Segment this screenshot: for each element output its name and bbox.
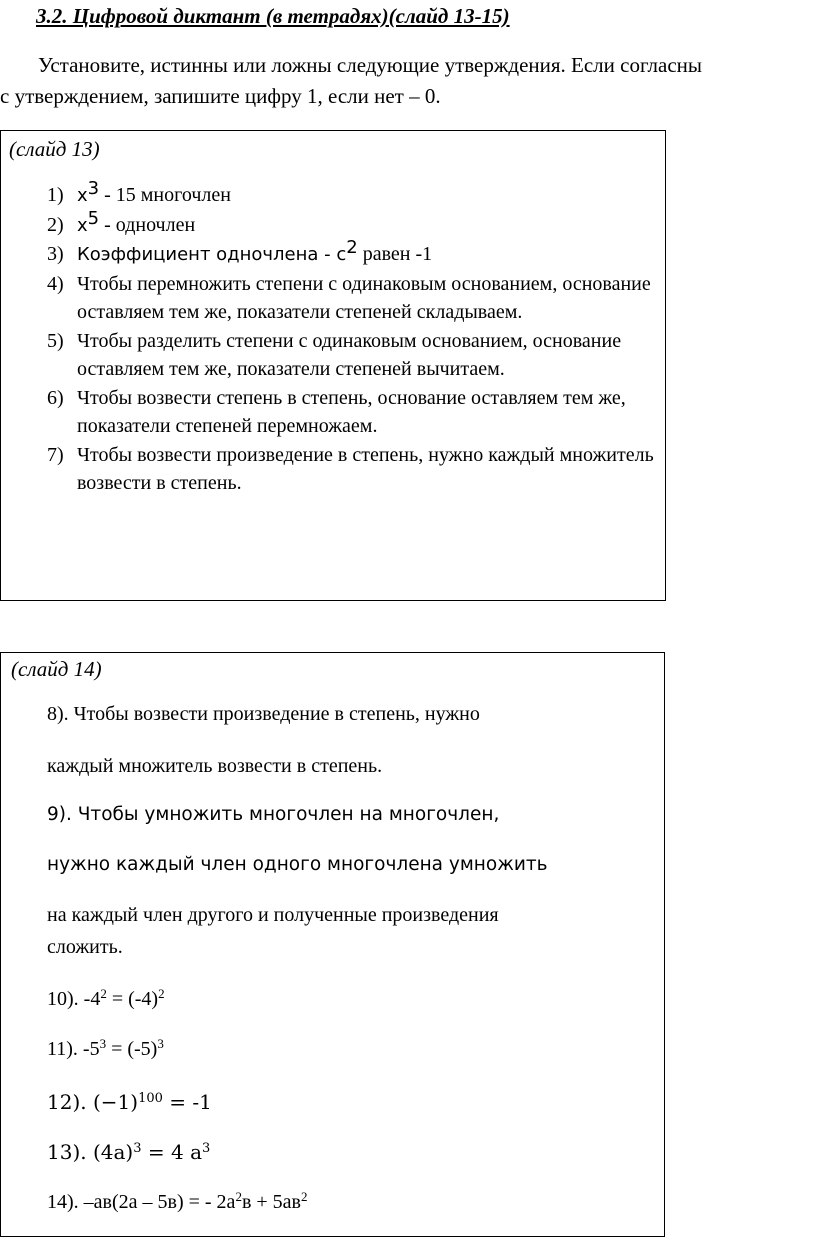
item-13-equation [47, 1140, 210, 1164]
equation-text: 11). -5 [47, 1038, 100, 1060]
item-number: 1) [47, 184, 64, 206]
item-text: Чтобы возвести степень в степень, основание оставляем тем же, показатели степеней перемножаем. [77, 386, 626, 437]
item-8-line-1: 8). Чтобы возвести произведение в степень, нужно [47, 703, 480, 725]
equation-text: = (-5) [106, 1038, 158, 1060]
item-9-line-1: 9). Чтобы умножить многочлен на многочлен, [47, 804, 500, 825]
item-14-equation [47, 1191, 307, 1214]
item-text: Чтобы перемножить степени с одинаковым основанием, основание оставляем тем же, показатели степеней складываем. [77, 272, 651, 323]
slide-13-statement-list [1, 178, 661, 498]
item-exponent: 3 [87, 178, 100, 199]
item-exponent: 2 [346, 237, 358, 258]
slide-13-box [0, 130, 666, 601]
item-9-line-4: сложить. [47, 936, 123, 958]
equation-exponent: 100 [138, 1091, 163, 1106]
item-9-line-2: нужно каждый член одного многочлена умножить [47, 854, 548, 875]
item-number: 4) [47, 272, 64, 295]
item-10-equation [47, 988, 165, 1011]
list-item [1, 237, 661, 270]
list-item [1, 207, 661, 241]
slide-14-label: (слайд 14) [11, 657, 102, 681]
list-item [1, 441, 661, 498]
item-number: 5) [47, 329, 64, 352]
instructions-line-2: с утверждением, запишите цифру 1, если нет – 0. [0, 84, 441, 108]
item-text: - одночлен [99, 213, 196, 236]
item-9-line-3: на каждый член другого и полученные произведения [47, 904, 499, 926]
equation-exponent: 3 [202, 1141, 211, 1156]
slide-13-label: (слайд 13) [9, 137, 100, 161]
item-text: равен -1 [357, 243, 433, 265]
item-text: Чтобы возвести произведение в степень, нужно каждый множитель возвести в степень. [77, 443, 654, 494]
equation-text: 10). -4 [47, 988, 101, 1010]
equation-text: 14). –ав(2а – 5в) = - 2а [47, 1191, 236, 1213]
item-text: х [77, 214, 88, 236]
instructions-line-1: Установите, истинны или ложны следующие утверждения. Если согласны [38, 53, 702, 77]
equation-text: в + 5ав [241, 1191, 301, 1213]
equation-exponent: 2 [158, 986, 165, 1001]
item-number: 6) [47, 386, 64, 409]
item-number: 7) [47, 443, 64, 466]
equation-exponent: 2 [235, 1189, 242, 1204]
item-text: Чтобы разделить степени с одинаковым основанием, основание оставляем тем же, показатели степеней вычитаем. [77, 329, 622, 380]
item-text: х [77, 185, 88, 206]
item-number: 3) [47, 243, 64, 265]
instructions [0, 50, 816, 112]
item-text: Коэффициент одночлена - с [77, 244, 347, 265]
list-item [1, 384, 661, 441]
equation-exponent: 3 [157, 1036, 164, 1051]
list-item [1, 327, 661, 384]
slide-14-box [0, 652, 665, 1237]
item-8-line-2: каждый множитель возвести в степень. [47, 755, 383, 777]
list-item [1, 178, 661, 211]
list-item [1, 270, 661, 327]
section-heading: 3.2. Цифровой диктант (в тетрадях)(слайд 13-15) [36, 4, 510, 28]
equation-text: 13). (4а) [47, 1140, 134, 1164]
equation-exponent: 2 [300, 1189, 308, 1204]
item-12-equation [47, 1090, 212, 1114]
equation-exponent: 2 [100, 986, 107, 1001]
equation-text: 12). (−1) [47, 1090, 139, 1114]
equation-exponent: 3 [99, 1036, 107, 1051]
item-11-equation [47, 1038, 164, 1061]
item-text: - 15 многочлен [99, 184, 231, 206]
item-exponent: 5 [87, 207, 100, 229]
equation-text: = -1 [162, 1090, 212, 1114]
equation-exponent: 3 [133, 1141, 142, 1156]
equation-text: = 4 а [141, 1140, 202, 1164]
equation-text: = (-4) [106, 988, 159, 1010]
item-number: 2) [47, 213, 64, 236]
